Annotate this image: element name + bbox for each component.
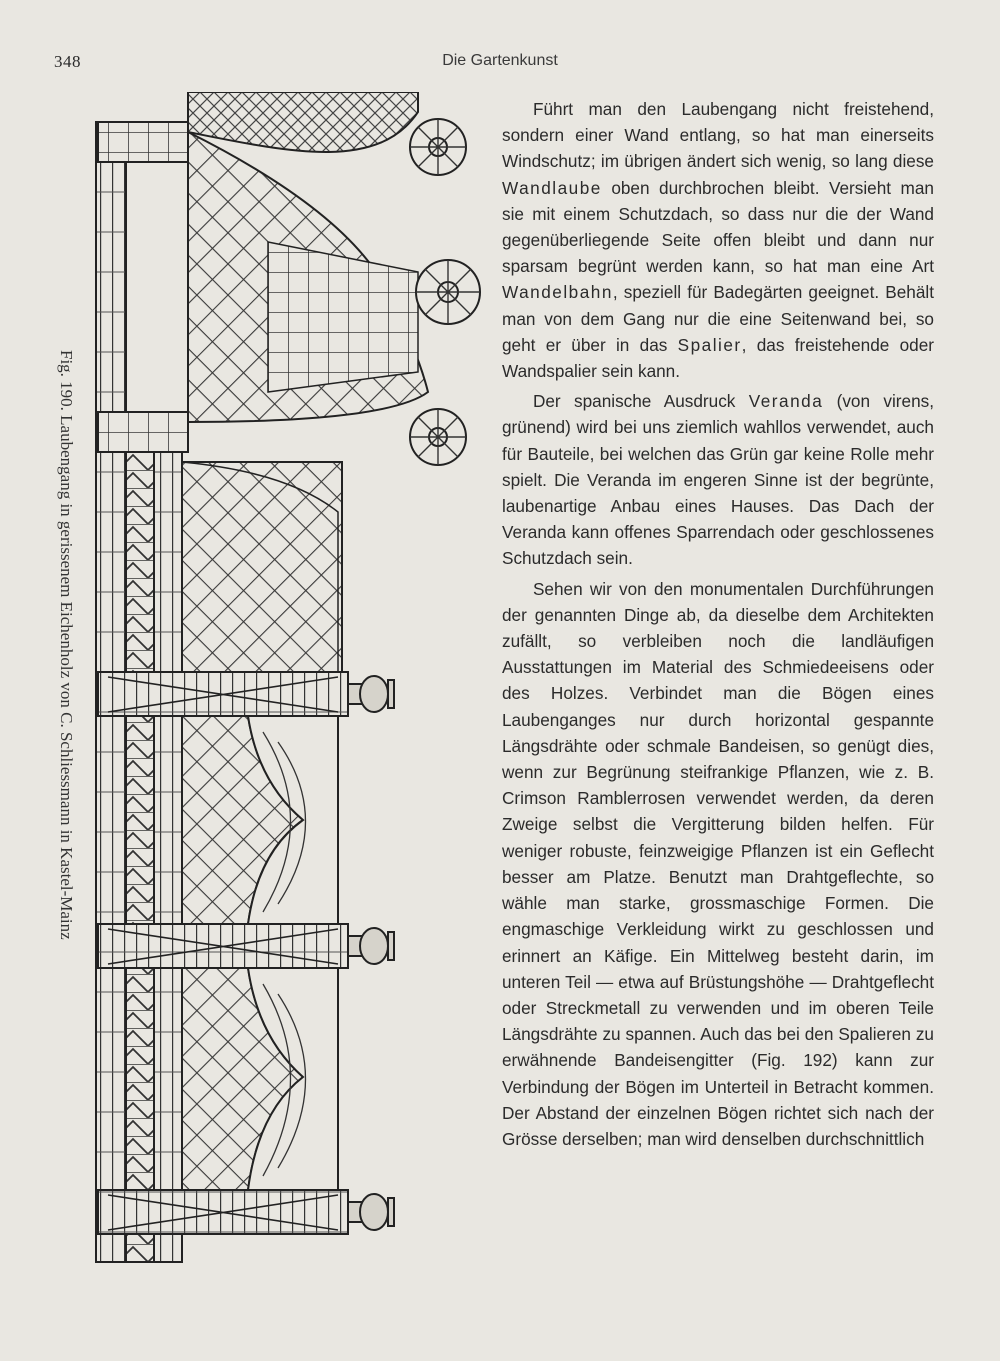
pergola-drawing bbox=[88, 92, 500, 1272]
paragraph-material: Sehen wir von den monumentalen Durchführungen der genannten Dinge ab, da dieselbe dem Architekten zufällt, so verbleiben noch die landläufigen Ausstattungen im Material des Schmiedeeisens oder des Holzes. Verbindet man die Bögen eines Laubenganges nur durch horizontal gespannte Längsdrähte oder schmale Bandeisen, so genügt dies, wenn zur Begrünung steifrankige Pflanzen, wie z. B. Crimson Ramblerrosen verwendet werden, da deren Zweige selbst die Vergitterung bilden helfen. Für weniger robuste, feinzweigige Pflanzen ist ein Geflecht besser am Platze. Benutzt man Drahtgeflechte, so wähle man starke, grossmaschige Formen. Die engmaschige Verkleidung wirkt zu geschlossen und erinnert an Käfige. Ein Mittelweg besteht darin, im unteren Teil — etwa auf Brüstungshöhe — Drahtgeflecht oder Streckmetall zu verwenden und im oberen Teile Längsdrähte zu spannen. Auch das bei den Spalieren zu erwähnende Bandeisengitter (Fig. 192) kann zur Verbindung der Bögen im Unterteil in Betracht kommen. Der Abstand der einzelnen Bögen richtet sich nach der Grösse derselben; man wird denselben durchschnittlich bbox=[502, 578, 934, 1149]
spaced-term: Wandelbahn bbox=[502, 282, 613, 303]
spaced-term: Wandlaube bbox=[502, 177, 602, 198]
text-run: , speziell für Badegärten geeignet. Behält man von dem Gang nur die eine Seitenwand bei, so geht er über in das bbox=[502, 282, 934, 355]
spaced-term: Spalier bbox=[677, 334, 742, 355]
text-run: , das freistehende oder Wandspalier sein kann. bbox=[502, 334, 934, 382]
body-text bbox=[502, 96, 934, 1152]
text-run: (von virens, grünend) wird bei uns ziemlich wahllos verwendet, auch für Bauteile, bei welchen das Grün gar keine Rolle mehr spielt. Die Veranda im engeren Sinne ist der begrünte, laubenartige Anbau eines Hauses. Das Dach der Veranda kann offenes Sparrendach oder geschlossenes Schutzdach sein. bbox=[502, 391, 934, 569]
figure-caption: Fig. 190. Laubengang in gerissenem Eichenholz von C. Schliessmann in Kastel-Mainz bbox=[57, 350, 76, 940]
paragraph-wandlaube bbox=[502, 96, 934, 384]
pergola-illustration bbox=[88, 92, 500, 1272]
page-number: 348 bbox=[54, 52, 81, 71]
text-run: Der spanische Ausdruck bbox=[532, 391, 749, 412]
text-run: oben durchbrochen bleibt. Versieht man sie mit einem Schutzdach, so dass nur die der Wand gegenüberliegende Seite offen bleibt und dann nur sparsam begrünt werden kann, so hat man eine Art bbox=[502, 177, 934, 277]
running-head: Die Gartenkunst bbox=[442, 52, 558, 69]
paragraph-veranda bbox=[502, 388, 934, 571]
figure-caption-container bbox=[48, 350, 76, 1010]
spaced-term: Veranda bbox=[748, 391, 824, 412]
text-run: Führt man den Laubengang nicht freistehend, sondern einer Wand entlang, so hat man einerseits Windschutz; im übrigen ändert sich wenig, so lang diese bbox=[502, 99, 934, 172]
